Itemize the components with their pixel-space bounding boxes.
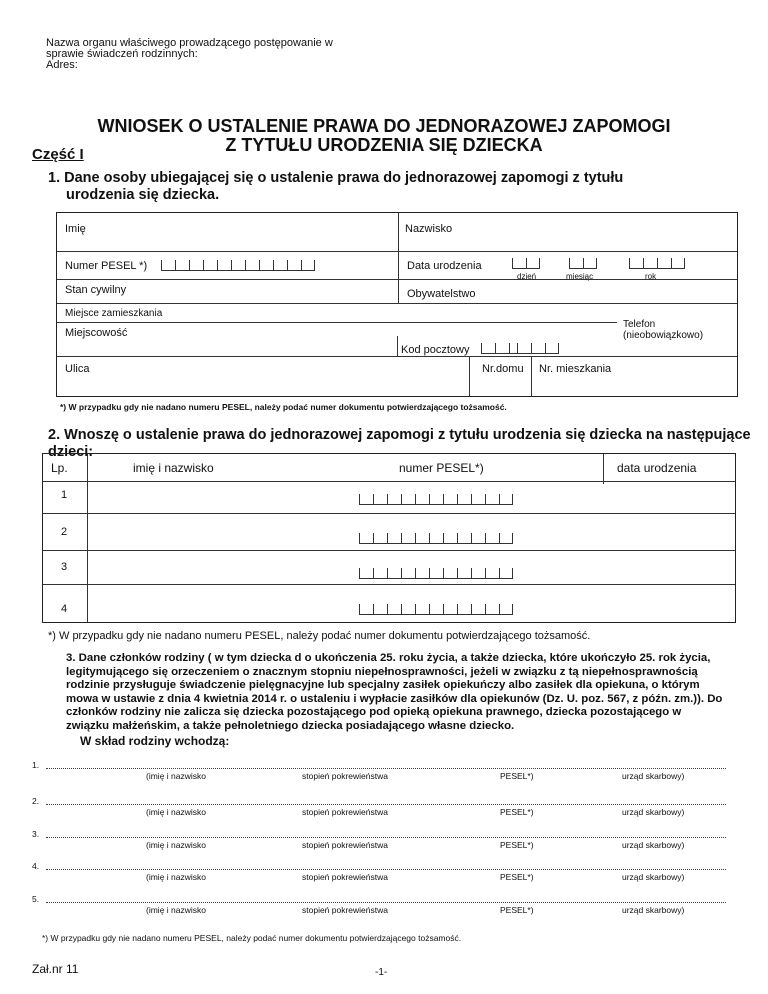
- member-name-label: (imię i nazwisko: [146, 905, 206, 915]
- member-number: 2.: [32, 796, 40, 806]
- member-name-label: (imię i nazwisko: [146, 840, 206, 850]
- divider: [43, 481, 735, 482]
- divider: [57, 303, 737, 304]
- divider: [603, 454, 604, 484]
- marital-status-label: Stan cywilny: [65, 284, 127, 296]
- section1-heading-line1: 1. Dane osoby ubiegającej się o ustalenie prawa do jednorazowej zapomogi z tytułu: [48, 170, 624, 186]
- col-pesel: numer PESEL*): [399, 461, 484, 475]
- applicant-data-box: [56, 212, 738, 397]
- divider: [43, 584, 735, 585]
- member-number: 1.: [32, 760, 40, 770]
- authority-header: [46, 38, 333, 71]
- member-pesel-label: PESEL*): [500, 771, 534, 781]
- member-pesel-label: PESEL*): [500, 872, 534, 882]
- divider: [57, 322, 617, 323]
- family-list: [32, 760, 728, 924]
- header-line3: Adres:: [46, 59, 78, 71]
- phone-label: Telefon (nieobowiązkowo): [623, 319, 704, 341]
- divider: [57, 251, 737, 252]
- fill-line[interactable]: [46, 894, 726, 903]
- row-number: 3: [61, 561, 68, 573]
- part-label: Część I: [32, 146, 84, 163]
- town-label: Miejscowość: [65, 327, 128, 339]
- residence-label: Miejsce zamieszkania: [65, 308, 163, 319]
- fill-line[interactable]: [46, 861, 726, 870]
- citizenship-label: Obywatelstwo: [407, 288, 476, 300]
- divider: [87, 454, 88, 622]
- member-pesel-label: PESEL*): [500, 807, 534, 817]
- section1-heading-line2: urodzenia się dziecka.: [66, 187, 220, 203]
- month-label: miesiąc: [566, 272, 594, 281]
- attachment-number: Zał.nr 11: [32, 962, 79, 976]
- member-number: 4.: [32, 861, 40, 871]
- col-lp: Lp.: [51, 461, 68, 475]
- day-label: dzień: [517, 272, 537, 281]
- row-number: 2: [61, 526, 68, 538]
- col-name: imię i nazwisko: [133, 461, 214, 475]
- child1-pesel-input[interactable]: [359, 494, 513, 505]
- member-tax-office-label: urząd skarbowy): [622, 840, 685, 850]
- family-member-row[interactable]: [32, 796, 728, 829]
- divider: [57, 279, 737, 280]
- col-birth-date: data urodzenia: [617, 461, 697, 475]
- last-name-label: Nazwisko: [405, 223, 453, 235]
- year-label: rok: [645, 272, 657, 281]
- member-relation-label: stopień pokrewieństwa: [302, 905, 388, 915]
- row-number: 1: [61, 489, 68, 501]
- fill-line[interactable]: [46, 829, 726, 838]
- page-number: -1-: [375, 967, 388, 978]
- member-relation-label: stopień pokrewieństwa: [302, 807, 388, 817]
- section3-text: 3. Dane członków rodziny ( w tym dziecka d o ukończenia 25. roku życia, a także dziecka, które ukończyło 25. rok życia, legitymującego się orzeczeniem o znacznym stopniu niepełnosprawności, jeżeli w związku z tą niepełnosprawnością rodzinie przysługuje świadczenie pielęgnacyjne lub specjalny zasiłek opiekuńczy albo zasiłek dla opiekuna, o którym mowa w ustawie z dnia 4 kwietnia 2014 r. o ustaleniu i wypłacie zasiłków dla opiekunów (Dz. U. poz. 567, z późn. zm.)). Do członków rodziny nie zalicza się dziecka pozostającego pod opieką opiekuna prawnego, dziecka pozostającego w związku małżeńskim, a także pełnoletniego dziecka posiadającego własne dziecko.: [66, 652, 723, 732]
- child2-pesel-input[interactable]: [359, 533, 513, 544]
- postal-code-input[interactable]: [481, 343, 559, 354]
- section2-heading: 2. Wnoszę o ustalenie prawa do jednorazowej zapomogi z tytułu urodzenia się dziecka na następujące dzieci:: [48, 427, 751, 460]
- family-member-row[interactable]: [32, 829, 728, 861]
- member-relation-label: stopień pokrewieństwa: [302, 771, 388, 781]
- fill-line[interactable]: [46, 796, 726, 805]
- divider: [531, 356, 532, 397]
- family-heading: W skład rodziny wchodzą:: [80, 734, 230, 748]
- member-name-label: (imię i nazwisko: [146, 771, 206, 781]
- house-no-label: Nr.domu: [482, 363, 524, 375]
- title-line1: WNIOSEK O USTALENIE PRAWA DO JEDNORAZOWEJ ZAPOMOGI: [97, 116, 671, 136]
- member-tax-office-label: urząd skarbowy): [622, 905, 685, 915]
- flat-no-label: Nr. mieszkania: [539, 363, 612, 375]
- birth-year-input[interactable]: [629, 258, 685, 269]
- divider: [398, 213, 399, 303]
- member-number: 3.: [32, 829, 40, 839]
- divider: [43, 550, 735, 551]
- family-member-row[interactable]: [32, 861, 728, 894]
- title-line2: Z TYTUŁU URODZENIA SIĘ DZIECKA: [225, 135, 543, 155]
- section3-footnote: *) W przypadku gdy nie nadano numeru PESEL, należy podać numer dokumentu potwierdzającego tożsamość.: [42, 933, 462, 943]
- section2-footnote: *) W przypadku gdy nie nadano numeru PESEL, należy podać numer dokumentu potwierdzającego tożsamość.: [48, 630, 591, 642]
- street-label: Ulica: [65, 363, 90, 375]
- section1-footnote: *) W przypadku gdy nie nadano numeru PESEL, należy podać numer dokumentu potwierdzającego tożsamość.: [60, 402, 507, 412]
- header-line1: Nazwa organu właściwego prowadzącego postępowanie w: [46, 37, 333, 49]
- row-number: 4: [61, 603, 68, 615]
- divider: [469, 356, 470, 397]
- member-relation-label: stopień pokrewieństwa: [302, 840, 388, 850]
- pesel-label: Numer PESEL *): [65, 260, 148, 272]
- member-name-label: (imię i nazwisko: [146, 807, 206, 817]
- member-number: 5.: [32, 894, 40, 904]
- fill-line[interactable]: [46, 760, 726, 769]
- child3-pesel-input[interactable]: [359, 568, 513, 579]
- section1-heading: [48, 170, 623, 204]
- member-pesel-label: PESEL*): [500, 840, 534, 850]
- birth-date-label: Data urodzenia: [407, 260, 482, 272]
- family-member-row[interactable]: [32, 894, 728, 924]
- first-name-label: Imię: [65, 223, 86, 235]
- member-relation-label: stopień pokrewieństwa: [302, 872, 388, 882]
- member-tax-office-label: urząd skarbowy): [622, 872, 685, 882]
- member-tax-office-label: urząd skarbowy): [622, 771, 685, 781]
- divider: [43, 513, 735, 514]
- member-name-label: (imię i nazwisko: [146, 872, 206, 882]
- member-pesel-label: PESEL*): [500, 905, 534, 915]
- form-title: [0, 117, 768, 155]
- birth-month-input[interactable]: [569, 258, 597, 269]
- postal-code-label: Kod pocztowy: [401, 344, 470, 356]
- child4-pesel-input[interactable]: [359, 604, 513, 615]
- member-tax-office-label: urząd skarbowy): [622, 807, 685, 817]
- header-line2: sprawie świadczeń rodzinnych:: [46, 48, 198, 60]
- pesel-input[interactable]: [161, 260, 315, 271]
- birth-day-input[interactable]: [512, 258, 540, 269]
- divider: [397, 336, 398, 356]
- family-member-row[interactable]: [32, 760, 728, 796]
- children-table: [42, 453, 736, 623]
- divider: [57, 356, 737, 357]
